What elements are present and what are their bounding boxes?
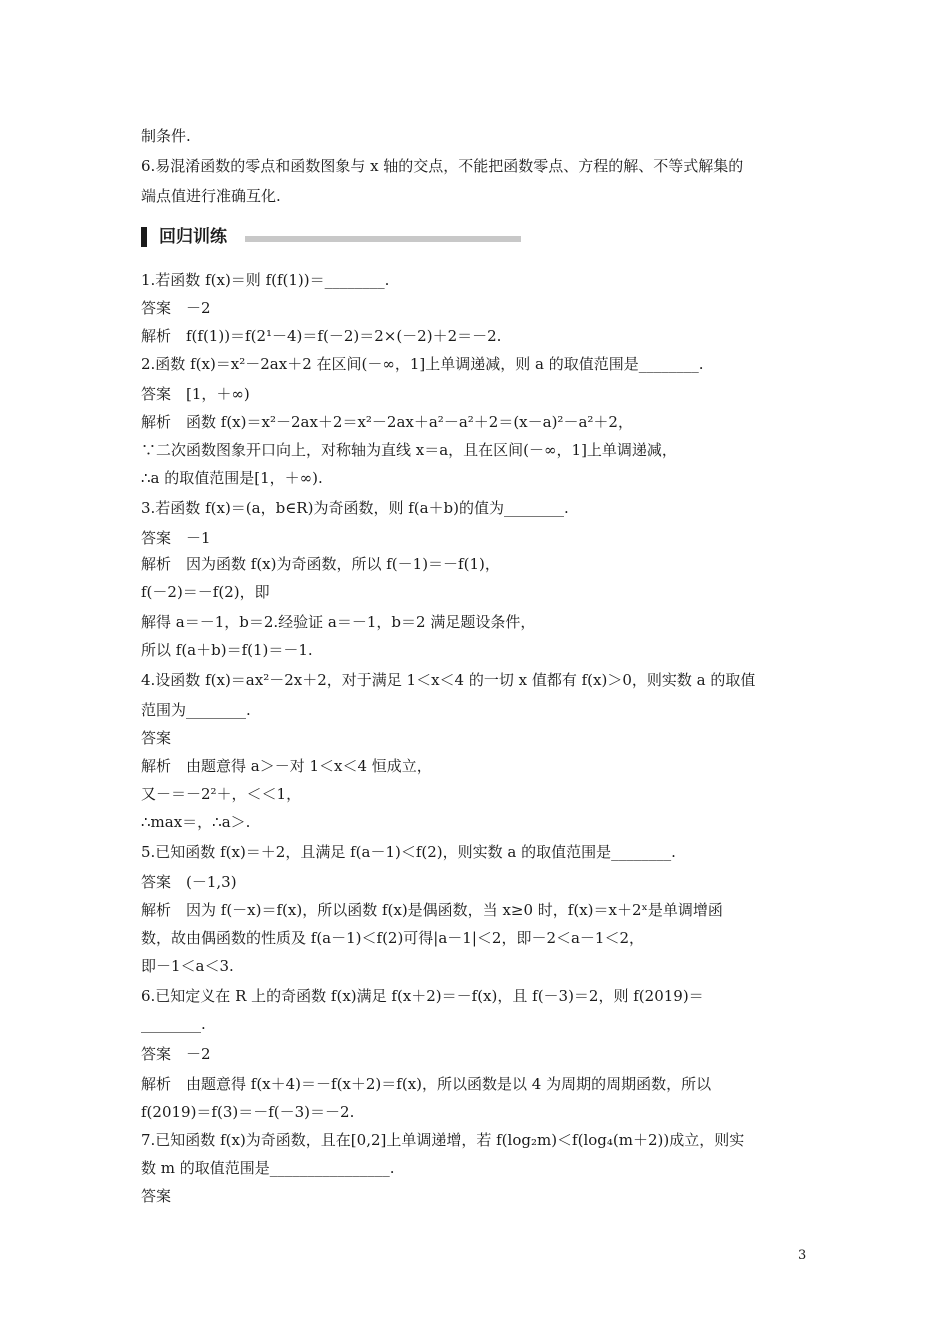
text-line: 答案 [141, 729, 172, 747]
text-line: 答案 [1，＋∞) [141, 385, 250, 403]
text-line: 数，故由偶函数的性质及 f(a－1)＜f(2)可得|a－1|＜2，即－2＜a－1＜2， [141, 929, 645, 947]
text-line: ∵二次函数图象开口向上，对称轴为直线 x＝a，且在区间(－∞，1]上单调递减， [141, 441, 677, 459]
text-line: 解析 因为函数 f(x)为奇函数，所以 f(－1)＝－f(1)， [141, 555, 500, 573]
text-line: 4.设函数 f(x)＝ax²－2x＋2，对于满足 1＜x＜4 的一切 x 值都有 f(x)＞0，则实数 a 的取值 [141, 671, 756, 689]
text-line: 答案 [141, 1187, 172, 1205]
text-line: 6.易混淆函数的零点和函数图象与 x 轴的交点，不能把函数零点、方程的解、不等式解集的 [141, 157, 744, 175]
text-line: 制条件. [141, 127, 191, 145]
text-line: 2.函数 f(x)＝x²－2ax＋2 在区间(－∞，1]上单调递减，则 a 的取值范围是________. [141, 355, 704, 373]
text-line: 3.若函数 f(x)＝(a，b∈R)为奇函数，则 f(a＋b)的值为________. [141, 499, 569, 517]
text-line: 即－1＜a＜3. [141, 957, 234, 975]
section-marker-bar [141, 227, 147, 247]
section-header [141, 225, 541, 249]
text-line: ________. [141, 1015, 206, 1033]
text-line: 6.已知定义在 R 上的奇函数 f(x)满足 f(x＋2)＝－f(x)，且 f(－3)＝2，则 f(2019)＝ [141, 987, 704, 1005]
text-line: 解得 a＝－1，b＝2.经验证 a＝－1，b＝2 满足题设条件， [141, 613, 536, 631]
text-line: f(－2)＝－f(2)，即 [141, 583, 270, 601]
text-line: 解析 函数 f(x)＝x²－2ax＋2＝x²－2ax＋a²－a²＋2＝(x－a)²－a²＋2， [141, 413, 633, 431]
text-line: 范围为________. [141, 701, 251, 719]
text-line: 1.若函数 f(x)＝则 f(f(1))＝________. [141, 271, 390, 289]
section-rule [245, 236, 521, 242]
text-line: 解析 f(f(1))＝f(2¹－4)＝f(－2)＝2×(－2)＋2＝－2. [141, 327, 502, 345]
text-line: 端点值进行准确互化. [141, 187, 281, 205]
text-line: ∴max＝，∴a＞. [141, 813, 251, 831]
text-line: 答案 －2 [141, 299, 211, 317]
text-line: ∴a 的取值范围是[1，＋∞). [141, 469, 323, 487]
section-title: 回归训练 [159, 227, 227, 247]
text-line: 所以 f(a＋b)＝f(1)＝－1. [141, 641, 313, 659]
text-line: 又－＝－2²＋，＜＜1， [141, 785, 302, 803]
text-line: 答案 －2 [141, 1045, 211, 1063]
text-line: 解析 由题意得 f(x＋4)＝－f(x＋2)＝f(x)，所以函数是以 4 为周期的周期函数，所以 [141, 1075, 712, 1093]
text-line: 答案 －1 [141, 529, 211, 547]
page-number: 3 [798, 1248, 807, 1263]
text-line: 5.已知函数 f(x)＝＋2，且满足 f(a－1)＜f(2)，则实数 a 的取值范围是________. [141, 843, 676, 861]
text-line: 7.已知函数 f(x)为奇函数，且在[0,2]上单调递增，若 f(log₂m)＜f(log₄(m＋2))成立，则实 [141, 1131, 745, 1149]
text-line: 解析 因为 f(－x)＝f(x)，所以函数 f(x)是偶函数，当 x≥0 时，f(x)＝x＋2ˣ是单调增函 [141, 901, 723, 919]
text-line: f(2019)＝f(3)＝－f(－3)＝－2. [141, 1103, 355, 1121]
text-line: 解析 由题意得 a＞－对 1＜x＜4 恒成立， [141, 757, 432, 775]
text-line: 答案 (－1,3) [141, 873, 237, 891]
text-line: 数 m 的取值范围是________________. [141, 1159, 395, 1177]
